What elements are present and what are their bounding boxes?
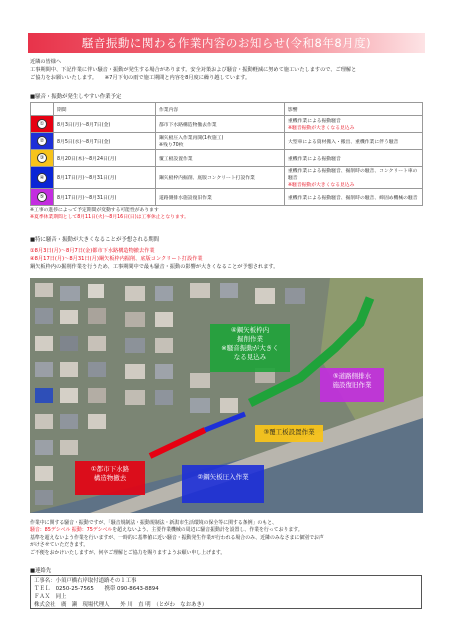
big-impact-heading: ■特に騒音・振動が大きくなることが予想される期間 <box>30 237 160 243</box>
work-cell <box>156 116 285 133</box>
work-cell <box>156 133 285 150</box>
big-impact-item-2: ④8月17日(月)～8月31日(月)鋼矢板枠内掘削、底版コンクリート打設作業 <box>30 256 203 262</box>
row-marker-cell <box>31 189 54 206</box>
impact-cell <box>285 116 423 133</box>
page-title: 騒音振動に関わる作業内容のお知らせ(令和8年8月度) <box>28 33 425 53</box>
big-impact-explanation: 鋼矢板枠内の掘削作業を行うため、工事期間中で最も騒音・振動の影響が大きくなることが予想されます。 <box>30 264 279 270</box>
callout-sewer-removal: ①都市下水路 構造物撤去 <box>75 461 145 495</box>
table-row <box>31 167 423 189</box>
note-1: ※工事の進捗によって予定期間が変動する可能性があります <box>30 208 159 213</box>
period-cell: 8月17日(月)～8月31日(月) <box>54 167 156 189</box>
table-row <box>31 116 423 133</box>
schedule-notes <box>30 207 189 221</box>
table-header-row <box>31 103 423 116</box>
regulation-line-4: がけさせていただきます。 <box>30 542 89 549</box>
work-cell <box>156 150 285 167</box>
row-marker-cell <box>31 133 54 150</box>
phone-line: ＴＥＬ 0250-25-7565 携帯 090-8643-8894 <box>34 586 159 592</box>
impact-line: 大型車による資材搬入・搬出、重機作業に伴う騒音 <box>288 139 399 145</box>
period-cell: 8月17日(月)～8月31日(月) <box>54 189 156 206</box>
row-number: ③ <box>37 153 47 163</box>
work-cell <box>156 167 285 189</box>
header-work: 作業内容 <box>156 103 285 116</box>
table-row <box>31 150 423 167</box>
note-2: ※夏季休業期間として8月11日(火)～8月16日(日)は工事休止となります。 <box>30 215 189 220</box>
row-number: ② <box>37 136 47 146</box>
work-note: ※残り70枚 <box>159 143 184 148</box>
impact-line: 重機作業による振動騒音、掘削時の騒音、コンクリート車の騒音 <box>288 169 418 181</box>
impact-line: 重機作業による振動騒音 <box>288 119 341 124</box>
header-num <box>31 103 54 116</box>
work-line: 都市下水路構造物撤去作業 <box>159 122 217 128</box>
callout-cover-plate: ③覆工板設置作業 <box>255 425 323 442</box>
impact-cell <box>285 189 423 206</box>
impact-warning: ※騒音振動が大きくなる見込み <box>288 183 355 188</box>
contact-box <box>30 575 422 609</box>
table-row <box>31 133 423 150</box>
impact-line: 重機作業による振動騒音 <box>288 156 341 162</box>
project-name: 工事名：小須戸橋右岸取付道路その１工事 <box>34 578 137 584</box>
intro-line-2: ご協力をお願いいたします。 ※7月下旬の雨で施工期間と内容を8月度に繰り越しています。 <box>30 75 251 81</box>
impact-cell <box>285 150 423 167</box>
table-row <box>31 189 423 206</box>
header-period: 期間 <box>54 103 156 116</box>
contact-heading: ■連絡先 <box>30 568 52 574</box>
work-line: 鋼矢板圧入作業再開(1枚施工) <box>159 136 224 141</box>
period-cell: 8月3日(月)～8月7日(金) <box>54 116 156 133</box>
impact-warning: ※騒音振動が大きくなる見込み <box>288 126 355 131</box>
impact-cell <box>285 133 423 150</box>
schedule-heading: ■騒音・振動が発生しやすい作業予定 <box>30 94 122 100</box>
row-number: ① <box>37 119 47 129</box>
work-line: 鋼矢板枠内掘削、底版コンクリート打設作業 <box>159 176 255 181</box>
regulation-line-3: 基準を超えないよう作業を行いますが、一時的に基準値に近い騒音・振動発生作業が行われる場合のみ、近隣のみなさまに個別でお声 <box>30 534 324 541</box>
callout-sheet-pile: ②鋼矢板圧入作業 <box>182 465 264 503</box>
period-cell: 8月5日(水)～8月7日(金) <box>54 133 156 150</box>
regulation-text <box>30 520 425 557</box>
regulation-line-2 <box>30 527 425 534</box>
row-marker-cell <box>31 167 54 189</box>
greeting: 近隣の皆様へ <box>30 59 62 65</box>
company-line: 株式会社 廣 瀬 現場代理人 外 川 直 明 （とがわ なおあき） <box>34 602 208 608</box>
period-cell: 8月20日(木)～8月24日(月) <box>54 150 156 167</box>
row-number: ④ <box>37 173 47 183</box>
regulation-line-5: ご不便をおかけいたしますが、何卒ご理解とご協力を賜りますようお願い申し上げます。 <box>30 549 226 556</box>
callout-drainage: ⑤道路側排水 施設復旧作業 <box>320 368 384 402</box>
big-impact-item-1: ①8月3日(月)～8月7日(金)都市下水路構造物撤去作業 <box>30 248 155 254</box>
work-line: 覆工板設置作業 <box>159 156 193 162</box>
work-line: 道路側排水施設復旧作業 <box>159 195 212 201</box>
row-marker-cell <box>31 116 54 133</box>
noise-limit: 騒音：85デシベル 振動：75デシベル <box>30 527 113 534</box>
callout-excavation: ④鋼矢板枠内 掘削作業 ※騒音振動が大きく なる見込み <box>210 324 290 372</box>
impact-line: 重機作業による振動騒音、掘削時の騒音、締固め機械の騒音 <box>288 195 418 201</box>
impact-cell <box>285 167 423 189</box>
intro-line-1: 工事期間中、下記作業に伴い騒音・振動が発生する場合があります。安全対策および騒音・振動軽減に努めて施工いたしますので、ご理解と <box>30 67 357 73</box>
big-impact-list <box>30 247 278 271</box>
regulation-line-2-rest: を超えないよう、主要作業機械の周辺に騒音振動計を設置し、作業を行っております。 <box>112 527 303 534</box>
intro-section <box>30 58 425 82</box>
row-marker-cell <box>31 150 54 167</box>
aerial-photo <box>30 278 423 513</box>
row-number: ⑤ <box>37 192 47 202</box>
fax-line: ＦＡＸ 同上 <box>34 594 67 600</box>
regulation-line-1: 作業中に関する騒音・振動ですが、「騒音規制法・振動規制法・新潟市生活環境の保全等に関する条例」のもと、 <box>30 520 277 526</box>
schedule-table <box>30 102 423 206</box>
work-cell <box>156 189 285 206</box>
header-impact: 影響 <box>285 103 423 116</box>
